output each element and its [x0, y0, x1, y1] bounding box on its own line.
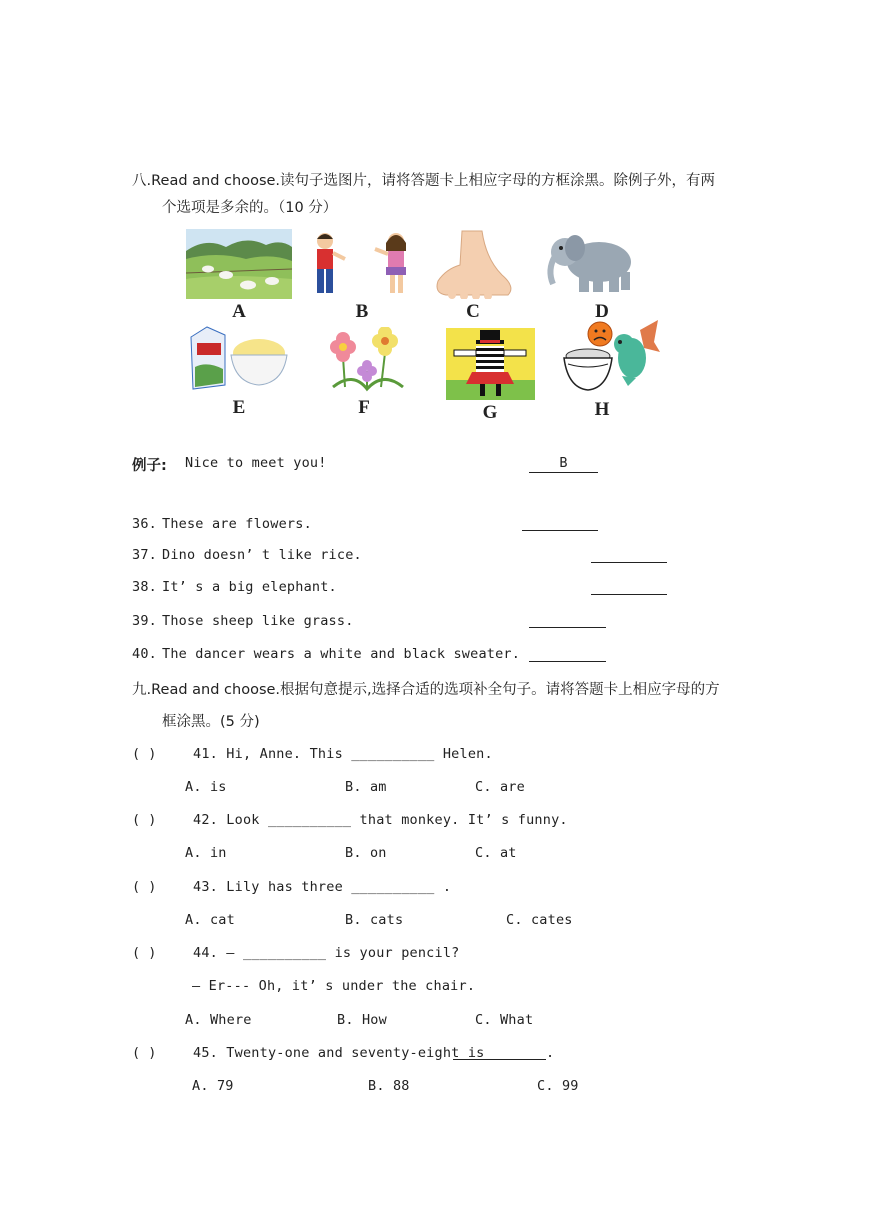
- section8-heading-line1: 八.Read and choose.读句子选图片，请将答题卡上相应字母的方框涂黑。除例子外，有两: [132, 173, 716, 189]
- milk-and-rice-bowl-icon: [187, 325, 295, 391]
- question-45-option-c: C. 99: [537, 1078, 579, 1094]
- item-38-answer-blank[interactable]: [591, 594, 667, 595]
- question-45-option-a: A. 79: [192, 1078, 234, 1094]
- picture-label-c: C: [466, 301, 480, 322]
- question-44-option-a: A. Where: [185, 1012, 252, 1028]
- question-41-option-b: B. am: [345, 779, 387, 795]
- question-42-answer-parenthesis[interactable]: ( ): [132, 812, 157, 828]
- question-42-stem: 42. Look __________ that monkey. It’ s funny.: [193, 812, 568, 828]
- question-42-option-b: B. on: [345, 845, 387, 861]
- example-answer: B: [529, 455, 598, 473]
- question-44-reply: — Er--- Oh, it’ s under the chair.: [192, 978, 476, 994]
- item-37-answer-blank[interactable]: [591, 562, 667, 563]
- picture-label-d: D: [595, 301, 609, 322]
- item-39-number: 39.: [132, 613, 157, 629]
- picture-label-e: E: [232, 397, 246, 418]
- item-37-text: Dino doesn’ t like rice.: [162, 547, 362, 563]
- elephant-icon: [543, 226, 643, 298]
- question-43-option-a: A. cat: [185, 912, 235, 928]
- question-43-stem: 43. Lily has three __________ .: [193, 879, 452, 895]
- field-with-sheep-icon: [186, 229, 292, 299]
- item-36-answer-blank[interactable]: [522, 530, 598, 531]
- dino-dislikes-rice-icon: [562, 318, 662, 392]
- question-42-option-a: A. in: [185, 845, 227, 861]
- example-label: 例子:: [132, 458, 167, 474]
- item-36-text: These are flowers.: [162, 516, 312, 532]
- foot-icon: [432, 229, 516, 299]
- section9-heading-line1: 九.Read and choose.根据句意提示,选择合适的选项补全句子。请将答题卡上相应字母的方: [132, 682, 720, 698]
- picture-label-h: H: [594, 399, 610, 420]
- item-36-number: 36.: [132, 516, 157, 532]
- question-44-option-c: C. What: [475, 1012, 534, 1028]
- section9-heading-line2: 框涂黑。(5 分): [162, 714, 260, 730]
- picture-label-g: G: [482, 402, 498, 423]
- question-45-stem-end: .: [546, 1045, 555, 1061]
- example-text: Nice to meet you!: [185, 455, 327, 471]
- item-40-answer-blank[interactable]: [529, 661, 606, 662]
- picture-label-f: F: [358, 397, 370, 418]
- question-43-option-c: C. cates: [506, 912, 573, 928]
- item-40-text: The dancer wears a white and black sweater.: [162, 646, 521, 662]
- question-45-answer-blank[interactable]: [453, 1059, 546, 1060]
- question-45-option-b: B. 88: [368, 1078, 410, 1094]
- question-41-option-c: C. are: [475, 779, 525, 795]
- section8-heading-line2: 个选项是多余的。（10 分）: [162, 200, 338, 216]
- item-38-text: It’ s a big elephant.: [162, 579, 337, 595]
- picture-label-b: B: [355, 301, 369, 322]
- question-44-answer-parenthesis[interactable]: ( ): [132, 945, 157, 961]
- item-40-number: 40.: [132, 646, 157, 662]
- flowers-icon: [323, 327, 409, 395]
- question-41-option-a: A. is: [185, 779, 227, 795]
- question-43-answer-parenthesis[interactable]: ( ): [132, 879, 157, 895]
- dancer-striped-sweater-icon: [446, 328, 535, 400]
- question-45-answer-parenthesis[interactable]: ( ): [132, 1045, 157, 1061]
- item-37-number: 37.: [132, 547, 157, 563]
- question-45-stem: 45. Twenty-one and seventy-eight is: [193, 1045, 485, 1061]
- question-44-stem: 44. — __________ is your pencil?: [193, 945, 460, 961]
- boy-and-girl-meeting-icon: [300, 229, 418, 299]
- item-39-text: Those sheep like grass.: [162, 613, 354, 629]
- question-41-stem: 41. Hi, Anne. This __________ Helen.: [193, 746, 493, 762]
- question-43-option-b: B. cats: [345, 912, 404, 928]
- item-38-number: 38.: [132, 579, 157, 595]
- picture-label-a: A: [232, 301, 246, 322]
- question-41-answer-parenthesis[interactable]: ( ): [132, 746, 157, 762]
- question-44-option-b: B. How: [337, 1012, 387, 1028]
- question-42-option-c: C. at: [475, 845, 517, 861]
- item-39-answer-blank[interactable]: [529, 627, 606, 628]
